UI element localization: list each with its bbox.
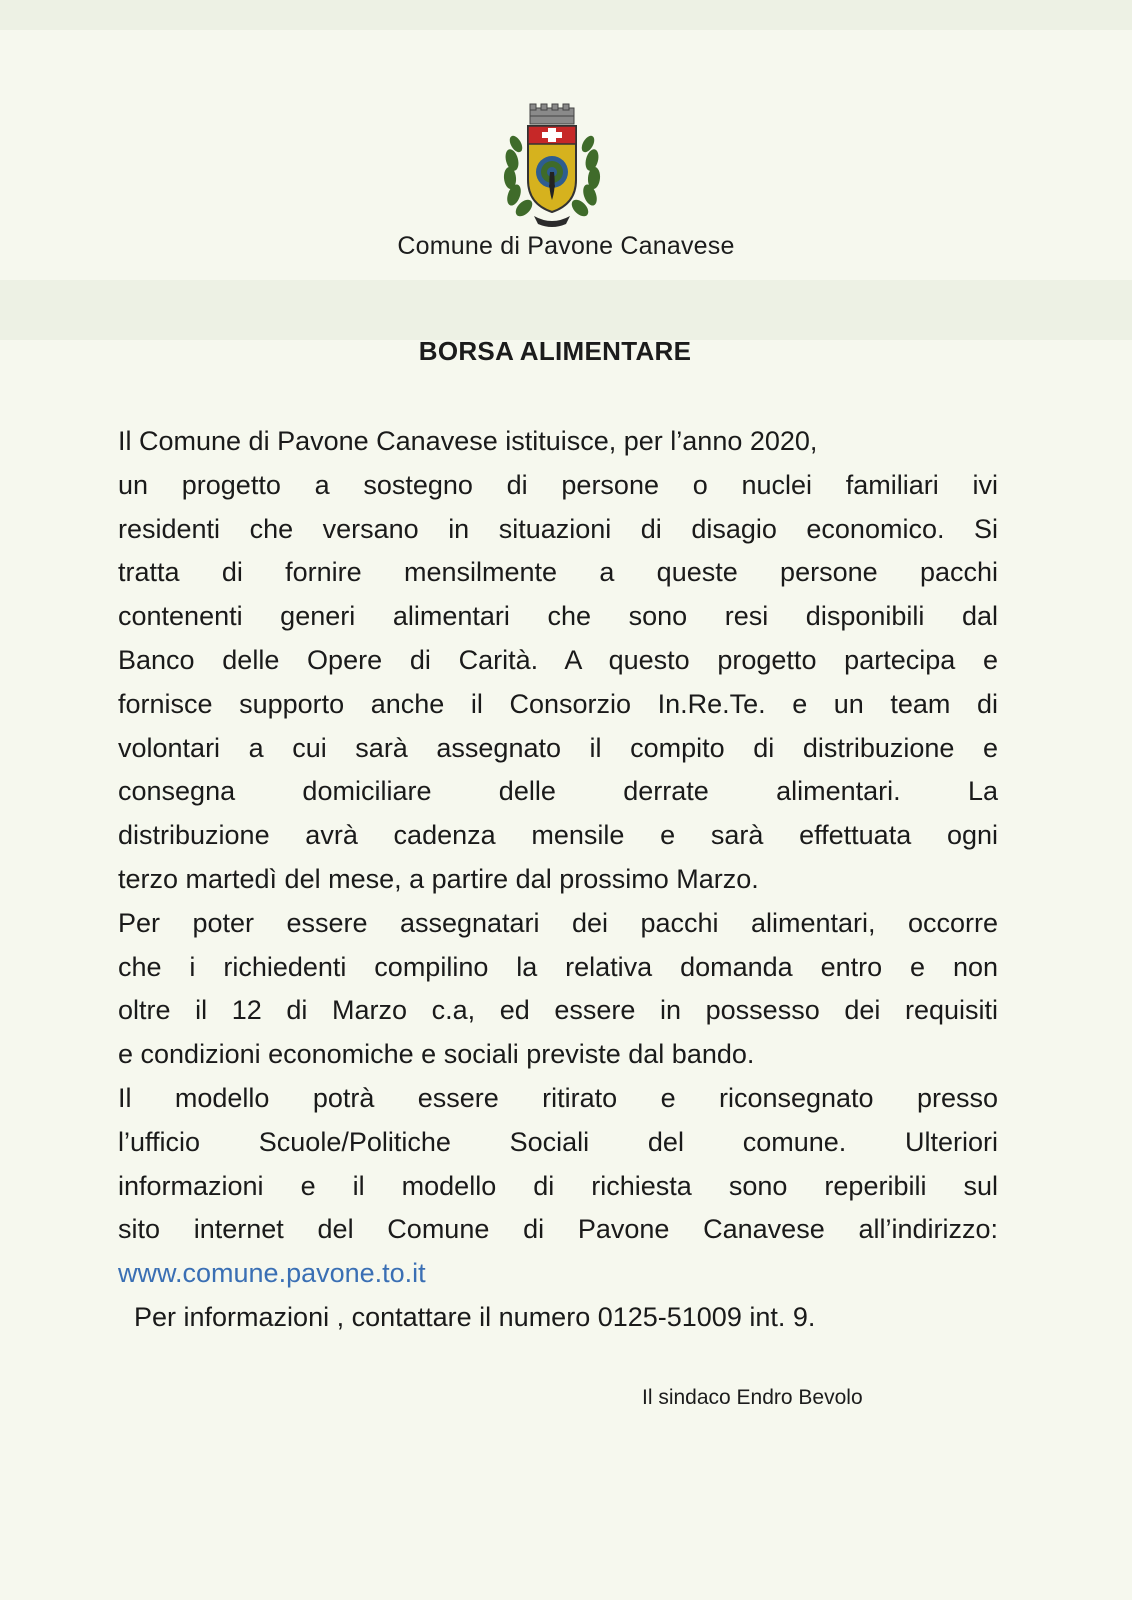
body-line: Il Comune di Pavone Canavese istituisce, per l’anno 2020, [118, 426, 818, 456]
body-line: l’ufficio Scuole/Politiche Sociali del comune. Ulteriori [118, 1126, 998, 1157]
body-line: distribuzione avrà cadenza mensile e sarà effettuata ogni [118, 820, 998, 851]
body-line: volontari a cui sarà assegnato il compito di distribuzione e [118, 732, 998, 763]
body-line: e condizioni economiche e sociali previste dal bando. [118, 1039, 755, 1070]
municipality-name: Comune di Pavone Canavese [397, 232, 735, 260]
document-title: BORSA ALIMENTARE [418, 336, 692, 366]
body-line: informazioni e il modello di richiesta sono reperibili sul [118, 1170, 998, 1201]
notice-body [118, 420, 998, 1340]
body-line: contenenti generi alimentari che sono resi disponibili dal [118, 601, 998, 632]
body-line: terzo martedì del mese, a partire dal prossimo Marzo. [118, 863, 759, 894]
body-line: Il modello potrà essere ritirato e riconsegnato presso [118, 1082, 998, 1113]
body-line: un progetto a sostegno di persone o nuclei familiari ivi [118, 469, 998, 500]
website-link[interactable]: www.comune.pavone.to.it [118, 1258, 426, 1289]
coat-of-arms-emblem [498, 100, 606, 230]
scan-shading [0, 0, 1132, 30]
body-line: residenti che versano in situazioni di disagio economico. Si [118, 513, 998, 544]
contact-line: Per informazioni , contattare il numero 0125-51009 int. 9. [134, 1301, 816, 1332]
mayor-signature: Il sindaco Endro Bevolo [642, 1386, 863, 1409]
body-line: Per poter essere assegnatari dei pacchi alimentari, occorre [118, 907, 998, 938]
scan-shading [0, 280, 1132, 340]
body-line: tratta di fornire mensilmente a queste persone pacchi [118, 557, 998, 588]
body-line: che i richiedenti compilino la relativa domanda entro e non [118, 951, 998, 982]
body-line: consegna domiciliare delle derrate alimentari. La [118, 776, 998, 807]
body-line: fornisce supporto anche il Consorzio In.Re.Te. e un team di [118, 688, 998, 719]
body-line: oltre il 12 di Marzo c.a, ed essere in possesso dei requisiti [118, 995, 998, 1026]
body-line: sito internet del Comune di Pavone Canavese all’indirizzo: [118, 1214, 998, 1245]
body-line: Banco delle Opere di Carità. A questo progetto partecipa e [118, 644, 998, 675]
